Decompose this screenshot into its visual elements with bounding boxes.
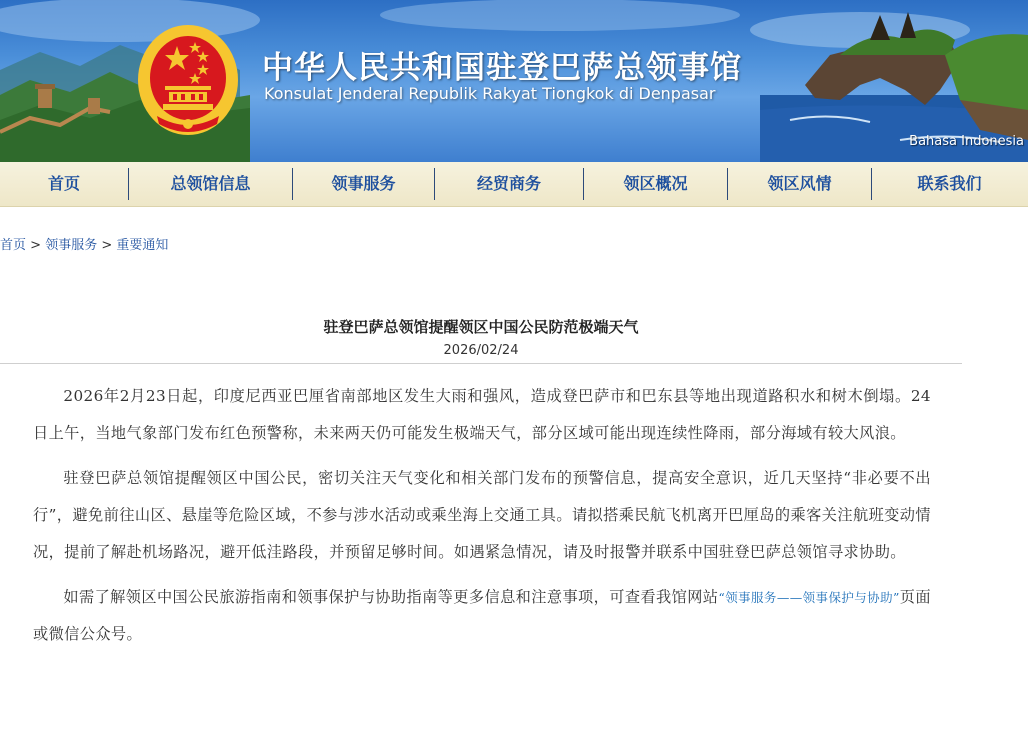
nav-item-district-culture[interactable]: 领区风情: [767, 174, 832, 193]
nav-item-contact-us[interactable]: 联系我们: [917, 174, 982, 193]
title-divider: [0, 363, 962, 364]
breadcrumb-consular-services[interactable]: 领事服务: [45, 238, 98, 253]
language-switch-link[interactable]: Bahasa Indonesia: [909, 134, 1024, 149]
breadcrumb-home[interactable]: 首页: [0, 238, 27, 253]
nav-item-consulate-info[interactable]: 总领馆信息: [170, 174, 251, 193]
site-subtitle: Konsulat Jenderal Republik Rakyat Tiongkok di Denpasar: [264, 84, 716, 103]
article-body: [33, 378, 931, 661]
breadcrumb-important-notice[interactable]: 重要通知: [116, 238, 169, 253]
paragraph-text: 如需了解领区中国公民旅游指南和领事保护与协助指南等更多信息和注意事项，可查看我馆网站: [63, 588, 719, 606]
article-paragraph: [33, 579, 931, 653]
paragraph-text: 页面或微信公众号。: [33, 588, 931, 643]
site-title: 中华人民共和国驻登巴萨总领事馆: [262, 50, 742, 86]
article-paragraph: 驻登巴萨总领馆提醒领区中国公民，密切关注天气变化和相关部门发布的预警信息，提高安全意识，近几天坚持“非必要不出行”，避免前往山区、悬崖等危险区域，不参与涉水活动或乘坐海上交通工具。请拟搭乘民航飞机离开巴厘岛的乘客关注航班变动情况，提前了解赴机场路况，避开低洼路段，并预留足够时间。如遇紧急情况，请及时报警并联系中国驻登巴萨总领馆寻求协助。: [33, 469, 931, 561]
breadcrumb-separator: >: [30, 238, 42, 253]
article-date: 2026/02/24: [443, 343, 519, 358]
main-nav: [0, 162, 1028, 207]
nav-item-home[interactable]: 首页: [47, 174, 80, 193]
breadcrumb: [0, 234, 168, 253]
national-emblem-icon: [137, 24, 239, 136]
nav-item-economy-trade[interactable]: 经贸商务: [476, 174, 541, 193]
article-title: 驻登巴萨总领馆提醒领区中国公民防范极端天气: [323, 318, 639, 336]
nav-item-district-overview[interactable]: 领区概况: [623, 174, 688, 193]
breadcrumb-separator: >: [101, 238, 113, 253]
article-paragraph: 2026年2月23日起，印度尼西亚巴厘省南部地区发生大雨和强风，造成登巴萨市和巴东县等地出现道路积水和树木倒塌。24日上午，当地气象部门发布红色预警称，未来两天仍可能发生极端天气，部分区域可能出现连续性降雨，部分海域有较大风浪。: [33, 387, 931, 442]
nav-item-consular-services[interactable]: 领事服务: [331, 174, 396, 193]
header-banner: [0, 0, 1028, 162]
consular-protection-link[interactable]: “领事服务——领事保护与协助”: [718, 590, 900, 605]
